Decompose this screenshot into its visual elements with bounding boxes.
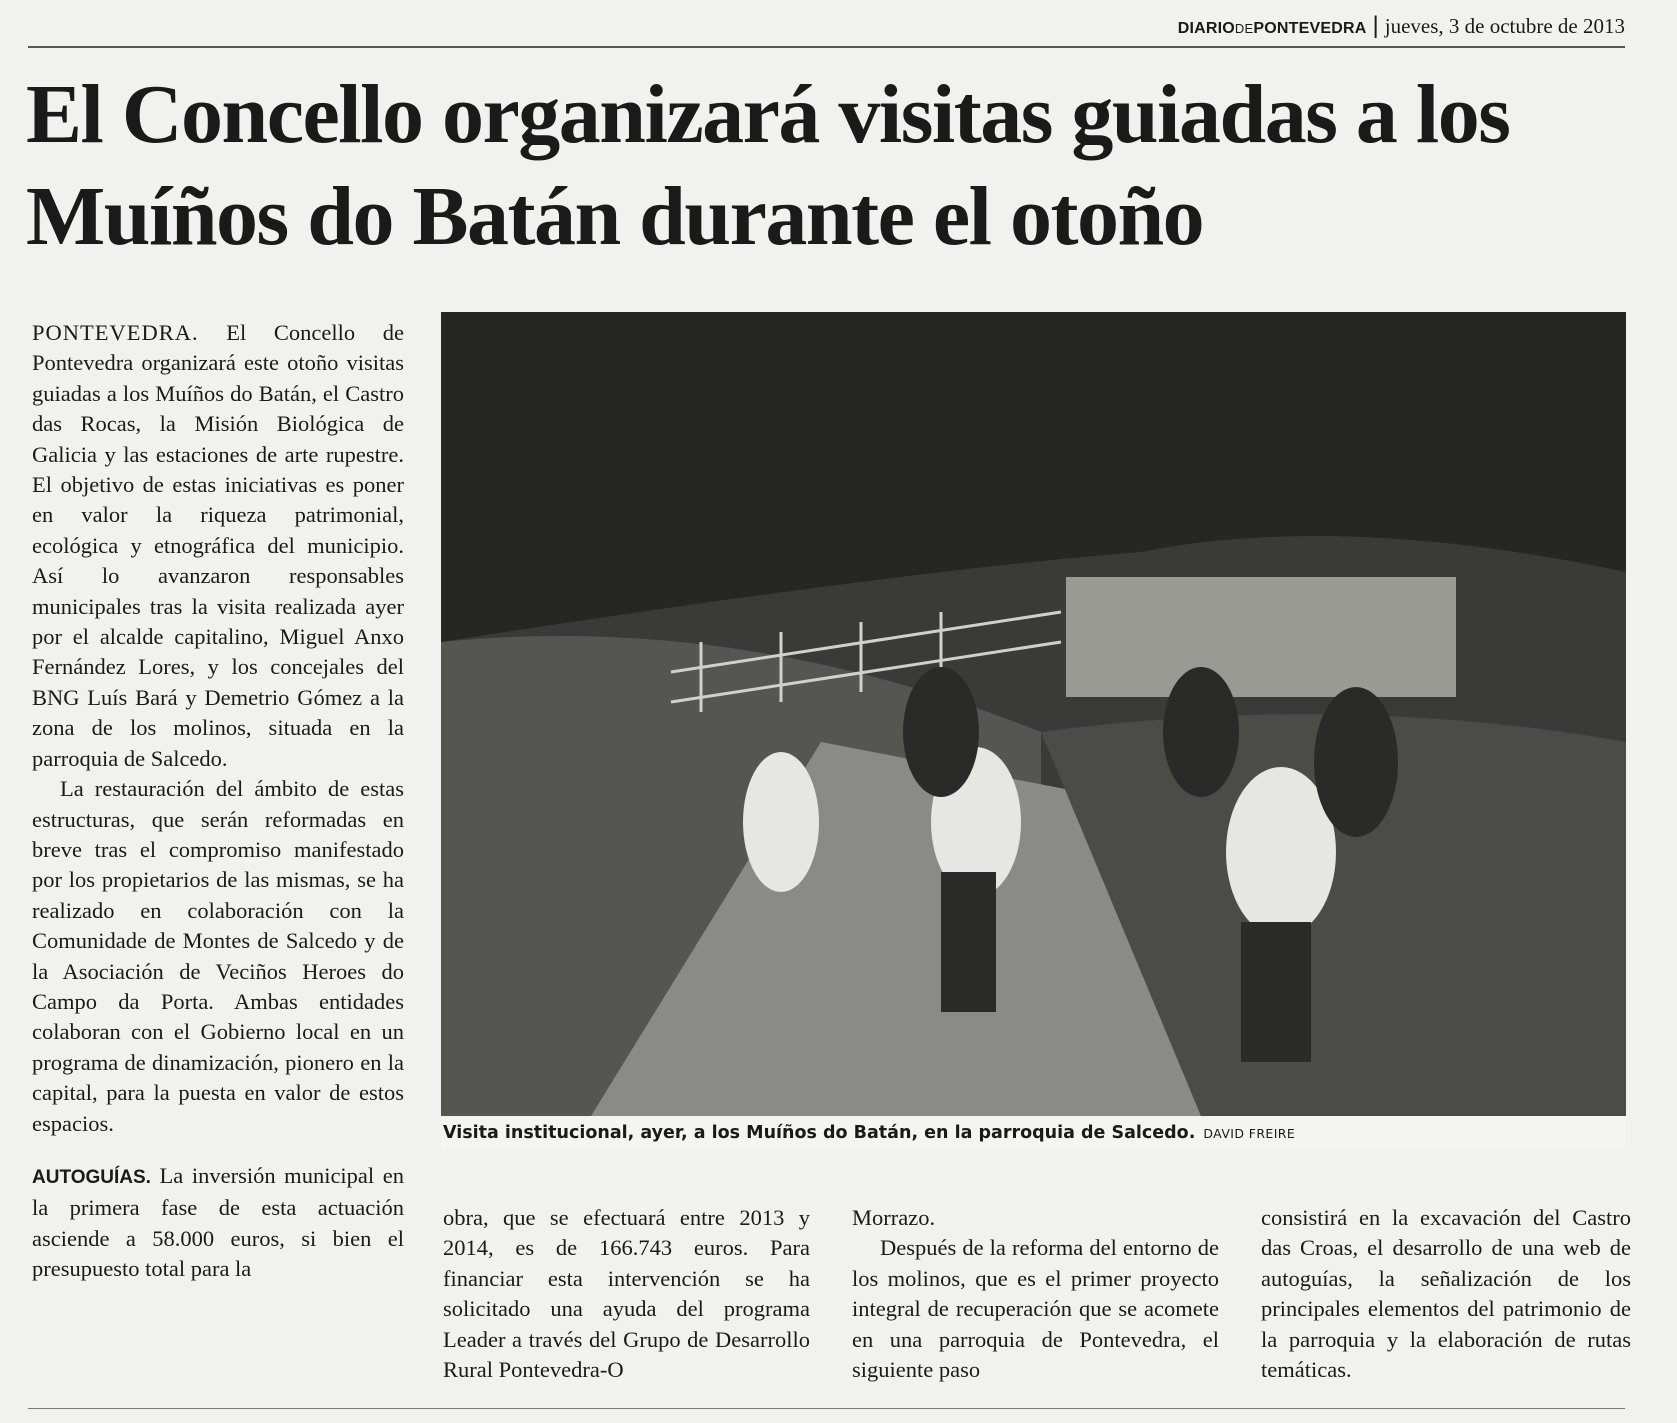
photo-caption: Visita institucional, ayer, a los Muíños do Batán, en la parroquia de Salcedo. DAVID FREIRE xyxy=(441,1117,1626,1149)
section-kicker: AUTOGUÍAS. xyxy=(32,1166,151,1188)
article-photo xyxy=(441,312,1626,1116)
article-column-1 xyxy=(32,318,404,1285)
paragraph-plans: consistirá en la excavación del Castro das Croas, el desarrollo de una web de autoguías, la señalización de los principales elementos del patrimonio de la parroquia y la elaboración de rutas temáticas. xyxy=(1261,1205,1631,1383)
photo-illustration xyxy=(441,312,1626,1116)
article-column-4 xyxy=(1261,1203,1631,1385)
paragraph-intro: PONTEVEDRA. El Concello de Pontevedra organizará este otoño visitas guiadas a los Muíños do Batán, el Castro das Rocas, la Misión Biológica de Galicia y las estaciones de arte rupestre. El objetivo de estas iniciativas es poner en valor la riqueza patrimonial, ecológica y etnográfica del municipio. Así lo avanzaron responsables municipales tras la visita realizada ayer por el alcalde capitalino, Miguel Anxo Fernández Lores, y los concejales del BNG Luís Bará y Demetrio Gómez a la zona de los molinos, situada en la parroquia de Salcedo. xyxy=(32,320,404,771)
article-column-2 xyxy=(443,1203,810,1385)
paragraph-autoguias: AUTOGUÍAS. La inversión municipal en la primera fase de esta actuación asciende a 58.000 euros, si bien el presupuesto total para la xyxy=(32,1162,404,1282)
issue-date: jueves, 3 de octubre de 2013 xyxy=(1384,14,1625,38)
bottom-rule xyxy=(28,1408,1625,1409)
photo-credit: DAVID FREIRE xyxy=(1203,1126,1296,1141)
top-rule xyxy=(28,46,1625,48)
article-column-3 xyxy=(852,1203,1219,1385)
newspaper-logo: DIARIODEPONTEVEDRA xyxy=(1177,20,1367,37)
masthead-divider: | xyxy=(1372,12,1379,39)
paragraph-morrazo: Morrazo. xyxy=(852,1205,936,1230)
paragraph-restoration: La restauración del ámbito de estas estructuras, que serán reformadas en breve tras el compromiso manifestado por los propietarios de las mismas, se ha realizado en colaboración con la Comunidade de Montes de Salcedo y de la Asociación de Veciños Heroes do Campo da Porta. Ambas entidades colaboran con el Gobierno local en un programa de dinamización, pionero en la capital, para la puesta en valor de estos espacios. xyxy=(32,776,404,1136)
paragraph-next-step: Después de la reforma del entorno de los molinos, que es el primer proyecto integral de recuperación que se acomete en una parroquia de Pontevedra, el siguiente paso xyxy=(852,1235,1219,1383)
article-headline: El Concello organizará visitas guiadas a los Muíños do Batán durante el otoño xyxy=(26,68,1510,263)
dateline: PONTEVEDRA. xyxy=(32,320,199,345)
masthead xyxy=(1178,14,1625,39)
paragraph-budget: obra, que se efectuará entre 2013 y 2014, es de 166.743 euros. Para financiar esta intervención se ha solicitado una ayuda del programa Leader a través del Grupo de Desarrollo Rural Pontevedra-O xyxy=(443,1205,810,1383)
